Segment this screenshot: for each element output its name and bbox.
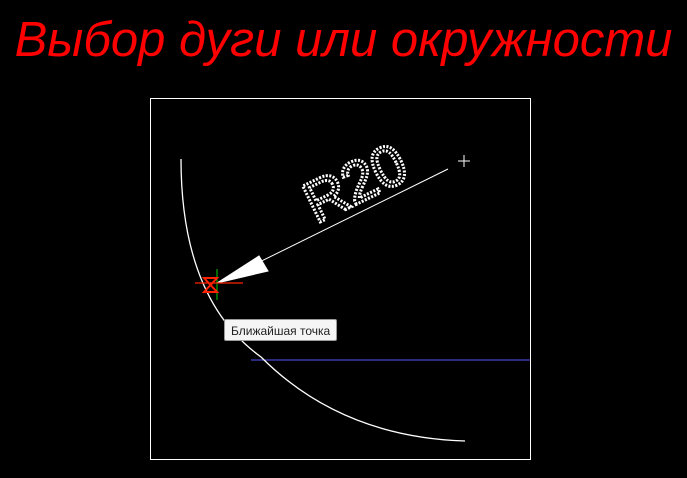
end-point-cross bbox=[458, 155, 470, 167]
drawing-canvas[interactable] bbox=[151, 99, 531, 460]
snap-tooltip: Ближайшая точка bbox=[224, 319, 337, 341]
nearest-snap-marker bbox=[204, 278, 217, 292]
dimension-text[interactable]: R20 bbox=[293, 130, 418, 236]
drawing-viewport[interactable] bbox=[150, 98, 531, 460]
dimension-arrowhead bbox=[217, 256, 268, 283]
page-title: Выбор дуги или окружности bbox=[14, 13, 673, 67]
